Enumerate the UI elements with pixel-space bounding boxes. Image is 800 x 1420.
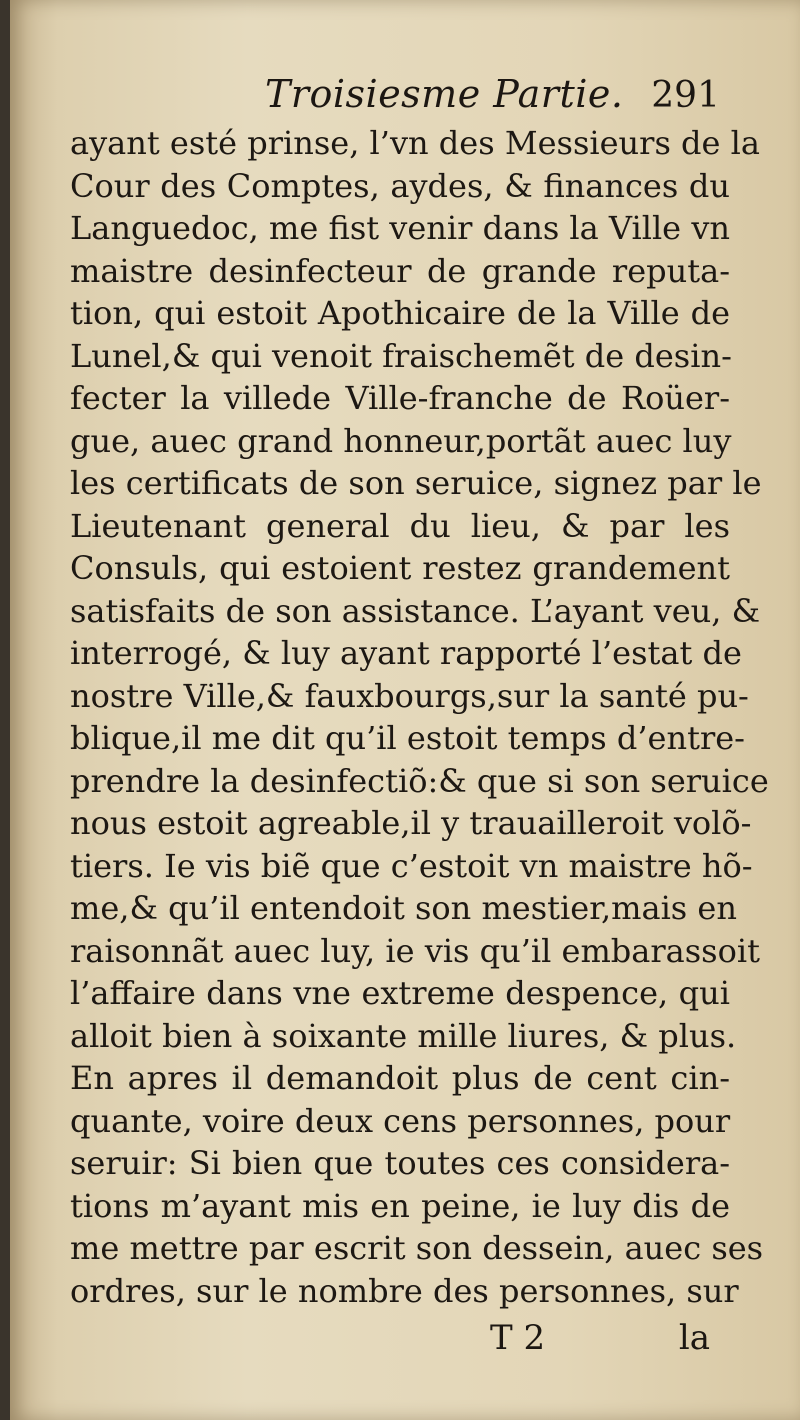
- text-line: me mettre par escrit son dessein, auec ses: [70, 1229, 764, 1267]
- body-text: [70, 122, 769, 1312]
- text-line: Lieutenant general du lieu, & par les: [70, 506, 730, 545]
- text-line: Languedoc, me fist venir dans la Ville vn: [70, 209, 730, 247]
- text-line: nous estoit agreable,il y trauailleroit volõ-: [70, 804, 752, 842]
- text-line: prendre la desinfectiõ:& que si son seruice: [70, 761, 769, 800]
- text-line: les certificats de son seruice, signez par le: [70, 464, 762, 502]
- text-line: me,& qu’il entendoit son mestier,mais en: [70, 889, 737, 927]
- running-title: Troisiesme Partie.: [265, 72, 624, 116]
- text-line: fecter la villede Ville-franche de Roüer-: [70, 379, 730, 417]
- text-line: seruir: Si bien que toutes ces considera-: [70, 1144, 730, 1182]
- page-footer: [465, 1318, 710, 1366]
- page-header: [265, 72, 720, 120]
- text-line: Lunel,& qui venoit fraischemẽt de desin-: [70, 336, 732, 375]
- text-line: tion, qui estoit Apothicaire de la Ville de: [70, 294, 730, 332]
- text-line: tions m’ayant mis en peine, ie luy dis de: [70, 1186, 730, 1225]
- text-line: tiers. Ie vis biẽ que c’estoit vn maistre hõ-: [70, 846, 753, 885]
- text-line: blique,il me dit qu’il estoit temps d’entre-: [70, 719, 745, 757]
- text-line: alloit bien à soixante mille liures, & plus.: [70, 1016, 737, 1055]
- book-page: [10, 0, 800, 1420]
- text-line: En apres il demandoit plus de cent cin-: [70, 1059, 730, 1097]
- text-line: Consuls, qui estoient restez grandement: [70, 549, 730, 587]
- text-line: raisonnãt auec luy, ie vis qu’il embarassoit: [70, 931, 760, 970]
- text-line: satisfaits de son assistance. L’ayant veu, &: [70, 591, 761, 630]
- text-line: Cour des Comptes, aydes, & finances du: [70, 166, 730, 205]
- text-line: gue, auec grand honneur,portãt auec luy: [70, 421, 732, 460]
- text-line: ordres, sur le nombre des personnes, sur: [70, 1271, 739, 1310]
- catchword: la: [678, 1318, 710, 1358]
- text-line: interrogé, & luy ayant rapporté l’estat de: [70, 634, 742, 672]
- text-line: quante, voire deux cens personnes, pour: [70, 1101, 731, 1140]
- signature-mark: T 2: [490, 1318, 546, 1358]
- page-number: 291: [651, 75, 720, 116]
- text-line: nostre Ville,& fauxbourgs,sur la santé pu-: [70, 676, 749, 715]
- text-line: l’affaire dans vne extreme despence, qui: [70, 974, 730, 1012]
- text-line: maistre desinfecteur de grande reputa-: [70, 251, 730, 290]
- text-line: ayant esté prinse, l’vn des Messieurs de la: [70, 124, 760, 162]
